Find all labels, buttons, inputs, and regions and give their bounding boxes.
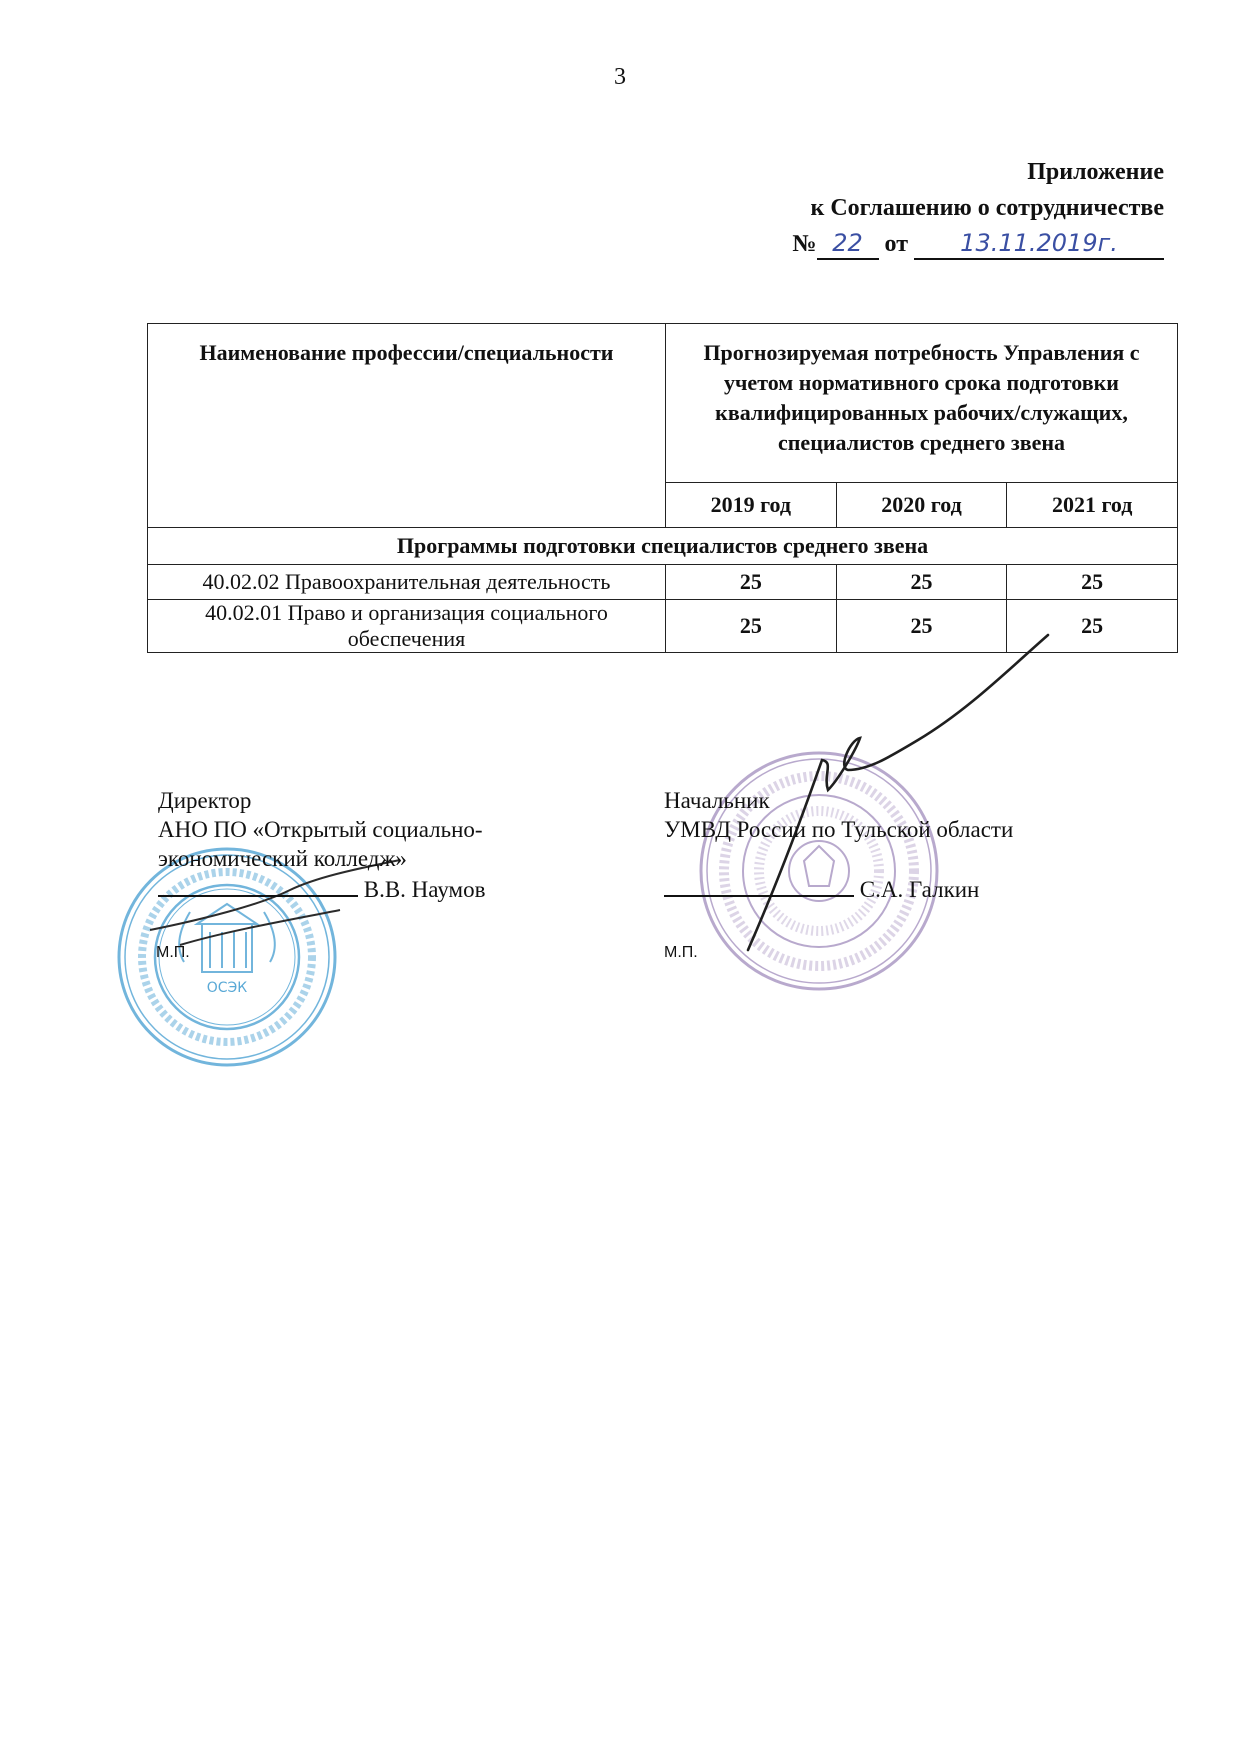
left-seal-label: М.П. <box>156 944 190 961</box>
right-name: С.А. Галкин <box>859 877 980 902</box>
section-row <box>148 528 1178 565</box>
value-2021: 25 <box>1007 565 1178 600</box>
value-2020: 25 <box>836 565 1007 600</box>
left-name: В.В. Наумов <box>363 877 486 902</box>
section-title: Программы подготовки специалистов среднего звена <box>148 528 1178 565</box>
left-sign-line <box>158 873 485 904</box>
value-2019: 25 <box>666 600 837 653</box>
table-header-row <box>148 324 1178 483</box>
stamp-label: ОСЭК <box>206 980 248 996</box>
agreement-number: 22 <box>832 229 863 257</box>
appendix-number-line <box>792 226 1164 262</box>
right-sign-line <box>664 873 1013 904</box>
signature-block-right <box>664 786 1013 904</box>
right-signature-blank <box>664 873 854 897</box>
program-name: 40.02.01 Право и организация социального обеспечения <box>148 600 666 653</box>
header-profession: Наименование профессии/специальности <box>148 324 666 528</box>
header-year-2019: 2019 год <box>666 483 837 528</box>
left-org-line1: АНО ПО «Открытый социально- <box>158 817 483 842</box>
left-position: Директор <box>158 788 252 813</box>
right-org: УМВД России по Тульской области <box>664 817 1014 842</box>
signature-block-left <box>158 786 485 904</box>
program-name: 40.02.02 Правоохранительная деятельность <box>148 565 666 600</box>
header-need: Прогнозируемая потребность Управления с учетом нормативного срока подготовки квалифицированных рабочих/служащих, специалистов среднего звена <box>666 324 1178 483</box>
value-2021: 25 <box>1007 600 1178 653</box>
appendix-subtitle: к Соглашению о сотрудничестве <box>810 195 1164 221</box>
date-label: от <box>884 231 908 257</box>
appendix-title: Приложение <box>1027 159 1164 185</box>
right-position: Начальник <box>664 788 770 813</box>
right-seal-label: М.П. <box>664 944 698 961</box>
agreement-number-field <box>817 229 879 260</box>
agreement-date-field <box>914 229 1164 260</box>
demand-table <box>147 323 1178 653</box>
table-row <box>148 565 1178 600</box>
left-signature-blank <box>158 873 358 897</box>
header-year-2021: 2021 год <box>1007 483 1178 528</box>
appendix-header <box>792 154 1164 262</box>
agreement-date: 13.11.2019г. <box>960 229 1118 257</box>
value-2019: 25 <box>666 565 837 600</box>
left-org-line2: экономический колледж» <box>158 846 407 871</box>
page-number: 3 <box>614 64 626 90</box>
number-label: № <box>792 231 817 257</box>
header-year-2020: 2020 год <box>836 483 1007 528</box>
value-2020: 25 <box>836 600 1007 653</box>
